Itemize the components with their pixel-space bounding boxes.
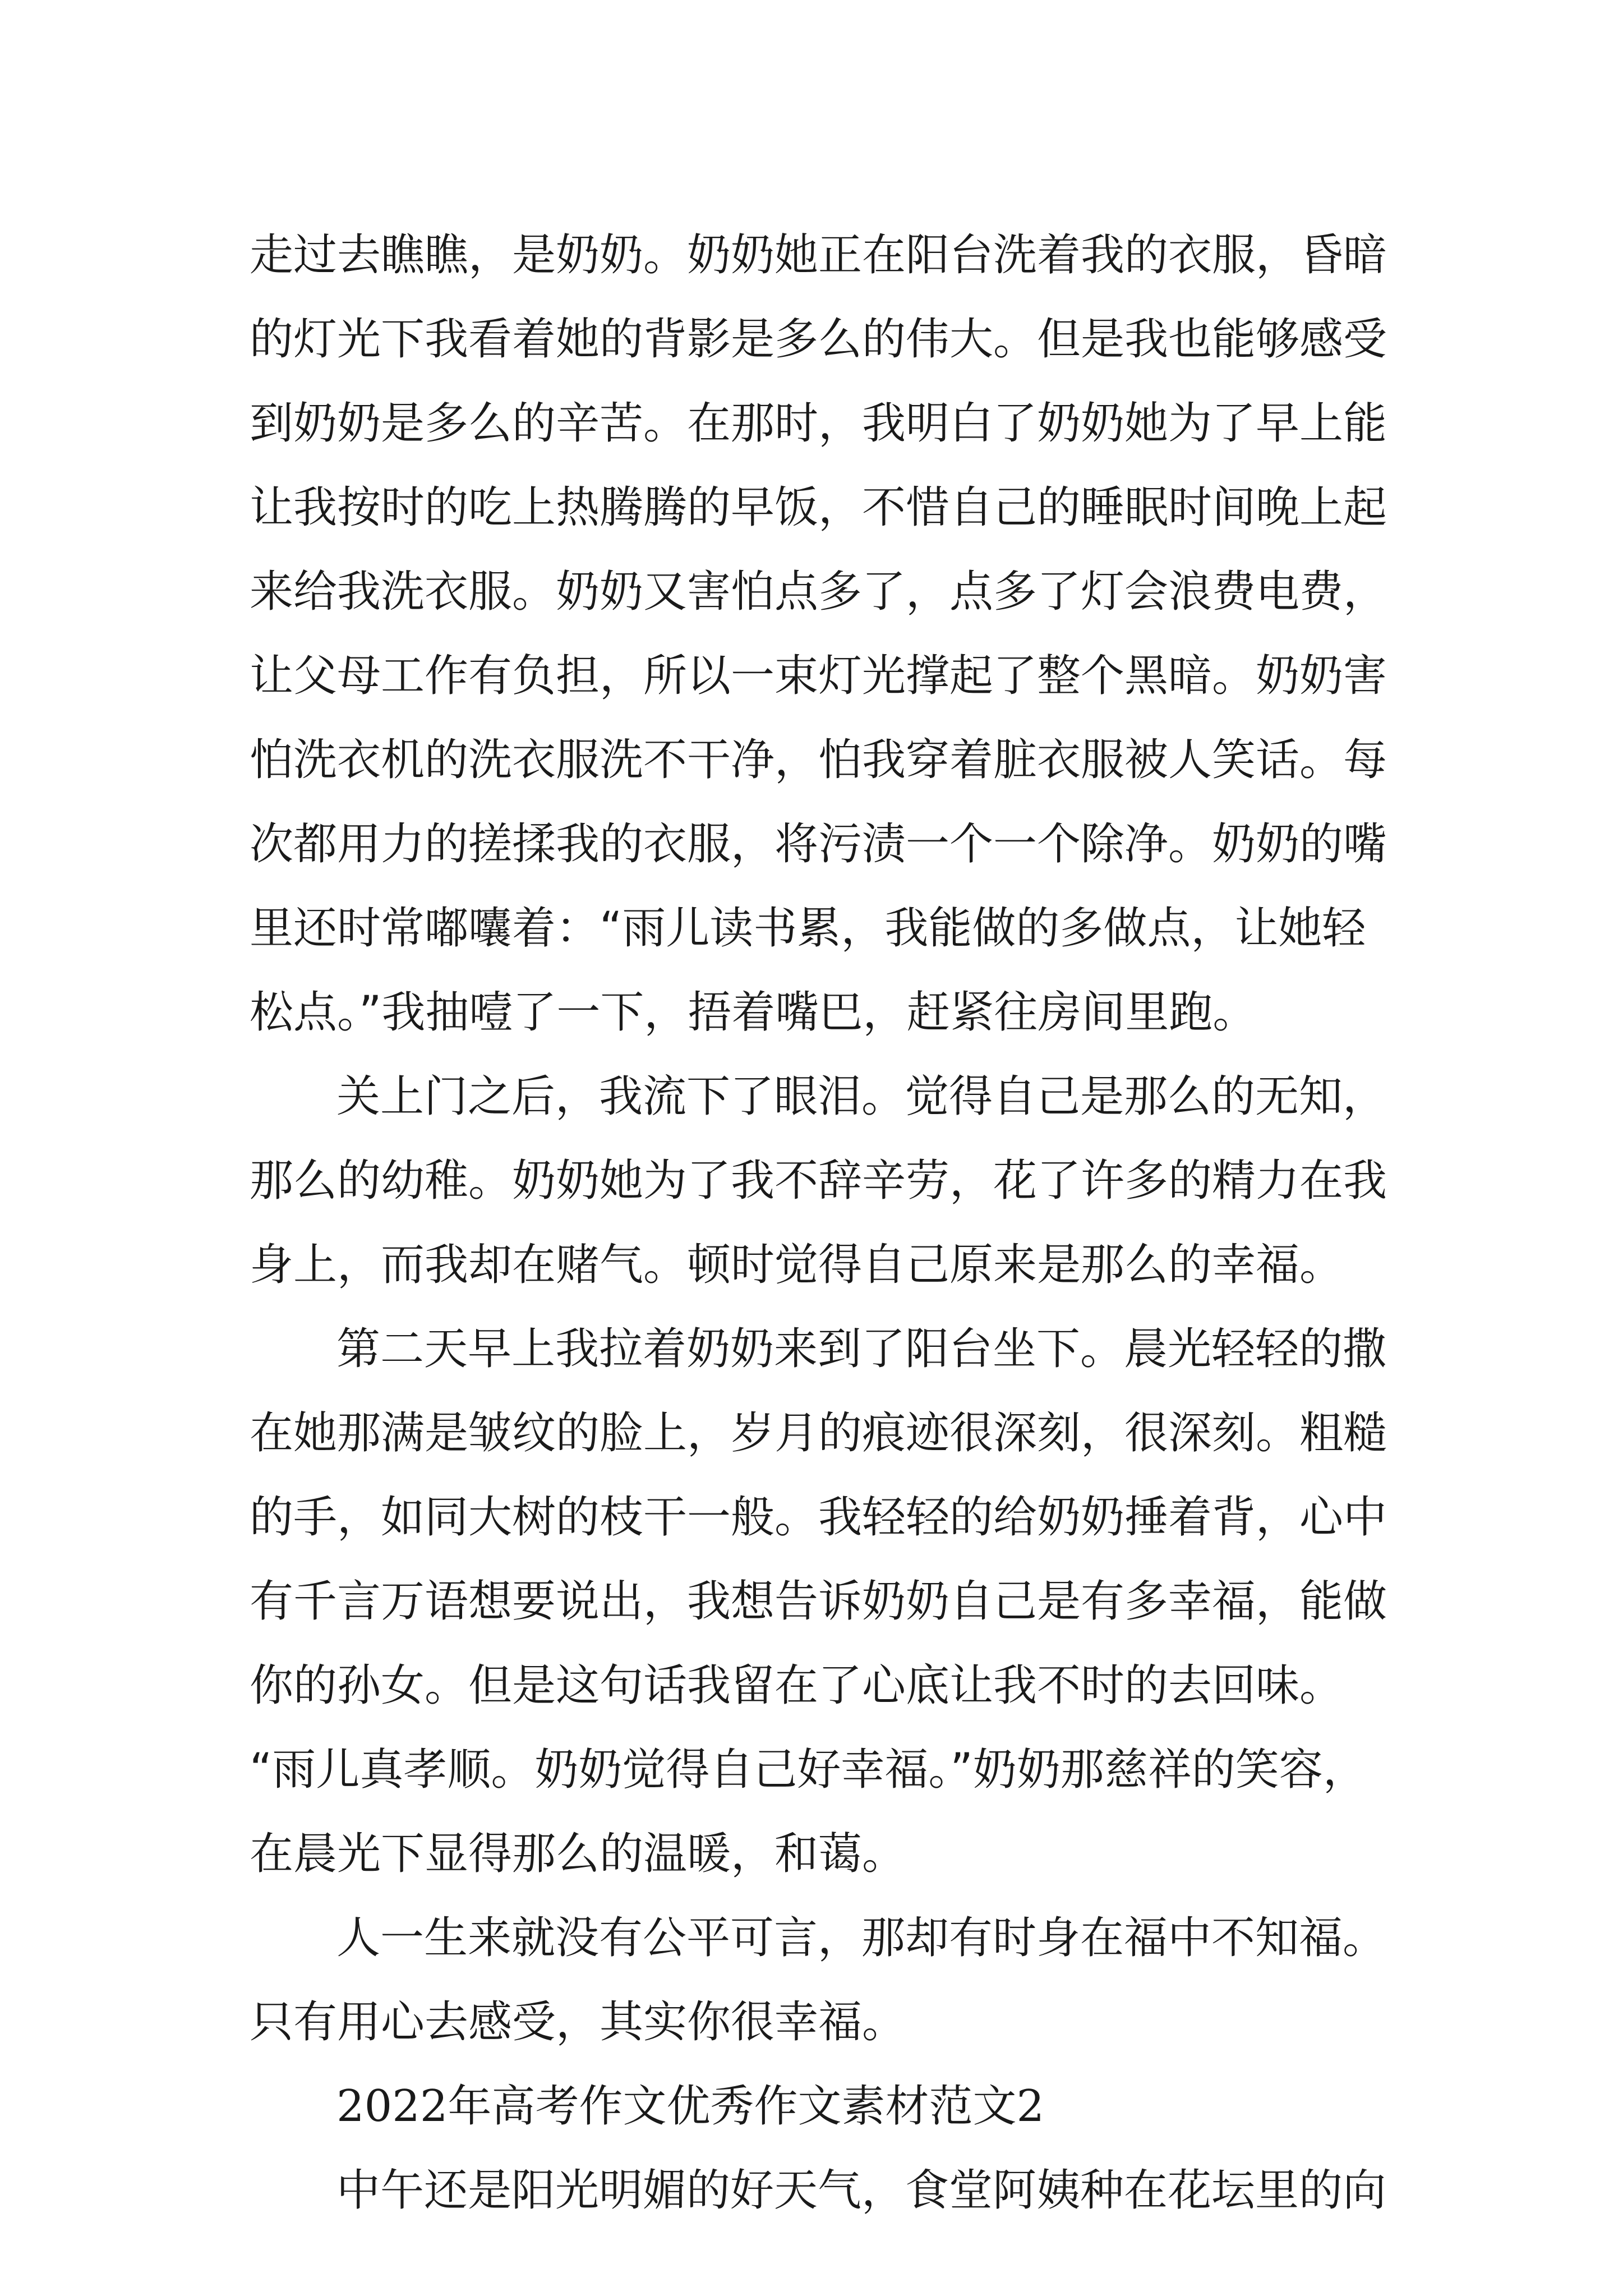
text-line: 的灯光下我看着她的背影是多么的伟大。但是我也能够感受 (250, 314, 1387, 365)
text-line: 只有用心去感受，其实你很幸福。 (250, 1997, 906, 2047)
text-line: 第二天早上我拉着奶奶来到了阳台坐下。晨光轻轻的撒 (336, 1324, 1387, 1374)
text-line: 让我按时的吃上热腾腾的早饭，不惜自己的睡眠时间晚上起 (250, 482, 1387, 533)
text-line: 那么的幼稚。奶奶她为了我不辞辛劳，花了许多的精力在我 (250, 1156, 1387, 1206)
text-line: 你的孙女。但是这句话我留在了心底让我不时的去回味。 (250, 1660, 1344, 1711)
text-line: 人一生来就没有公平可言，那却有时身在福中不知福。 (336, 1913, 1387, 1963)
text-line: “雨儿真孝顺。奶奶觉得自己好幸福。”奶奶那慈祥的笑容， (250, 1745, 1367, 1795)
text-line: 的手，如同大树的枝干一般。我轻轻的给奶奶捶着背，心中 (250, 1492, 1387, 1543)
text-line: 身上，而我却在赌气。顿时觉得自己原来是那么的幸福。 (250, 1240, 1344, 1290)
text-line: 在她那满是皱纹的脸上，岁月的痕迹很深刻，很深刻。粗糙 (250, 1408, 1387, 1458)
text-line: 在晨光下显得那么的温暖，和蔼。 (250, 1829, 906, 1879)
text-line: 来给我洗衣服。奶奶又害怕点多了，点多了灯会浪费电费， (250, 567, 1387, 617)
text-line: 让父母工作有负担，所以一束灯光撑起了整个黑暗。奶奶害 (250, 651, 1387, 701)
section-heading: 2022年高考作文优秀作文素材范文2 (336, 2081, 1045, 2132)
text-line: 怕洗衣机的洗衣服洗不干净，怕我穿着脏衣服被人笑话。每 (250, 735, 1387, 785)
body-text (250, 213, 1394, 2233)
text-line: 有千言万语想要说出，我想告诉奶奶自己是有多幸福，能做 (250, 1576, 1387, 1627)
text-line: 里还时常嘟囔着：“雨儿读书累，我能做的多做点，让她轻 (250, 903, 1366, 954)
text-line: 走过去瞧瞧，是奶奶。奶奶她正在阳台洗着我的衣服，昏暗 (250, 230, 1387, 280)
text-line: 关上门之后，我流下了眼泪。觉得自己是那么的无知， (336, 1071, 1387, 1122)
text-line: 到奶奶是多么的辛苦。在那时，我明白了奶奶她为了早上能 (250, 398, 1387, 449)
text-line: 松点。”我抽噎了一下，捂着嘴巴，赶紧往房间里跑。 (250, 987, 1257, 1038)
text-line: 次都用力的搓揉我的衣服，将污渍一个一个除净。奶奶的嘴 (250, 819, 1387, 869)
text-line: 中午还是阳光明媚的好天气，食堂阿姨种在花坛里的向 (336, 2165, 1387, 2216)
